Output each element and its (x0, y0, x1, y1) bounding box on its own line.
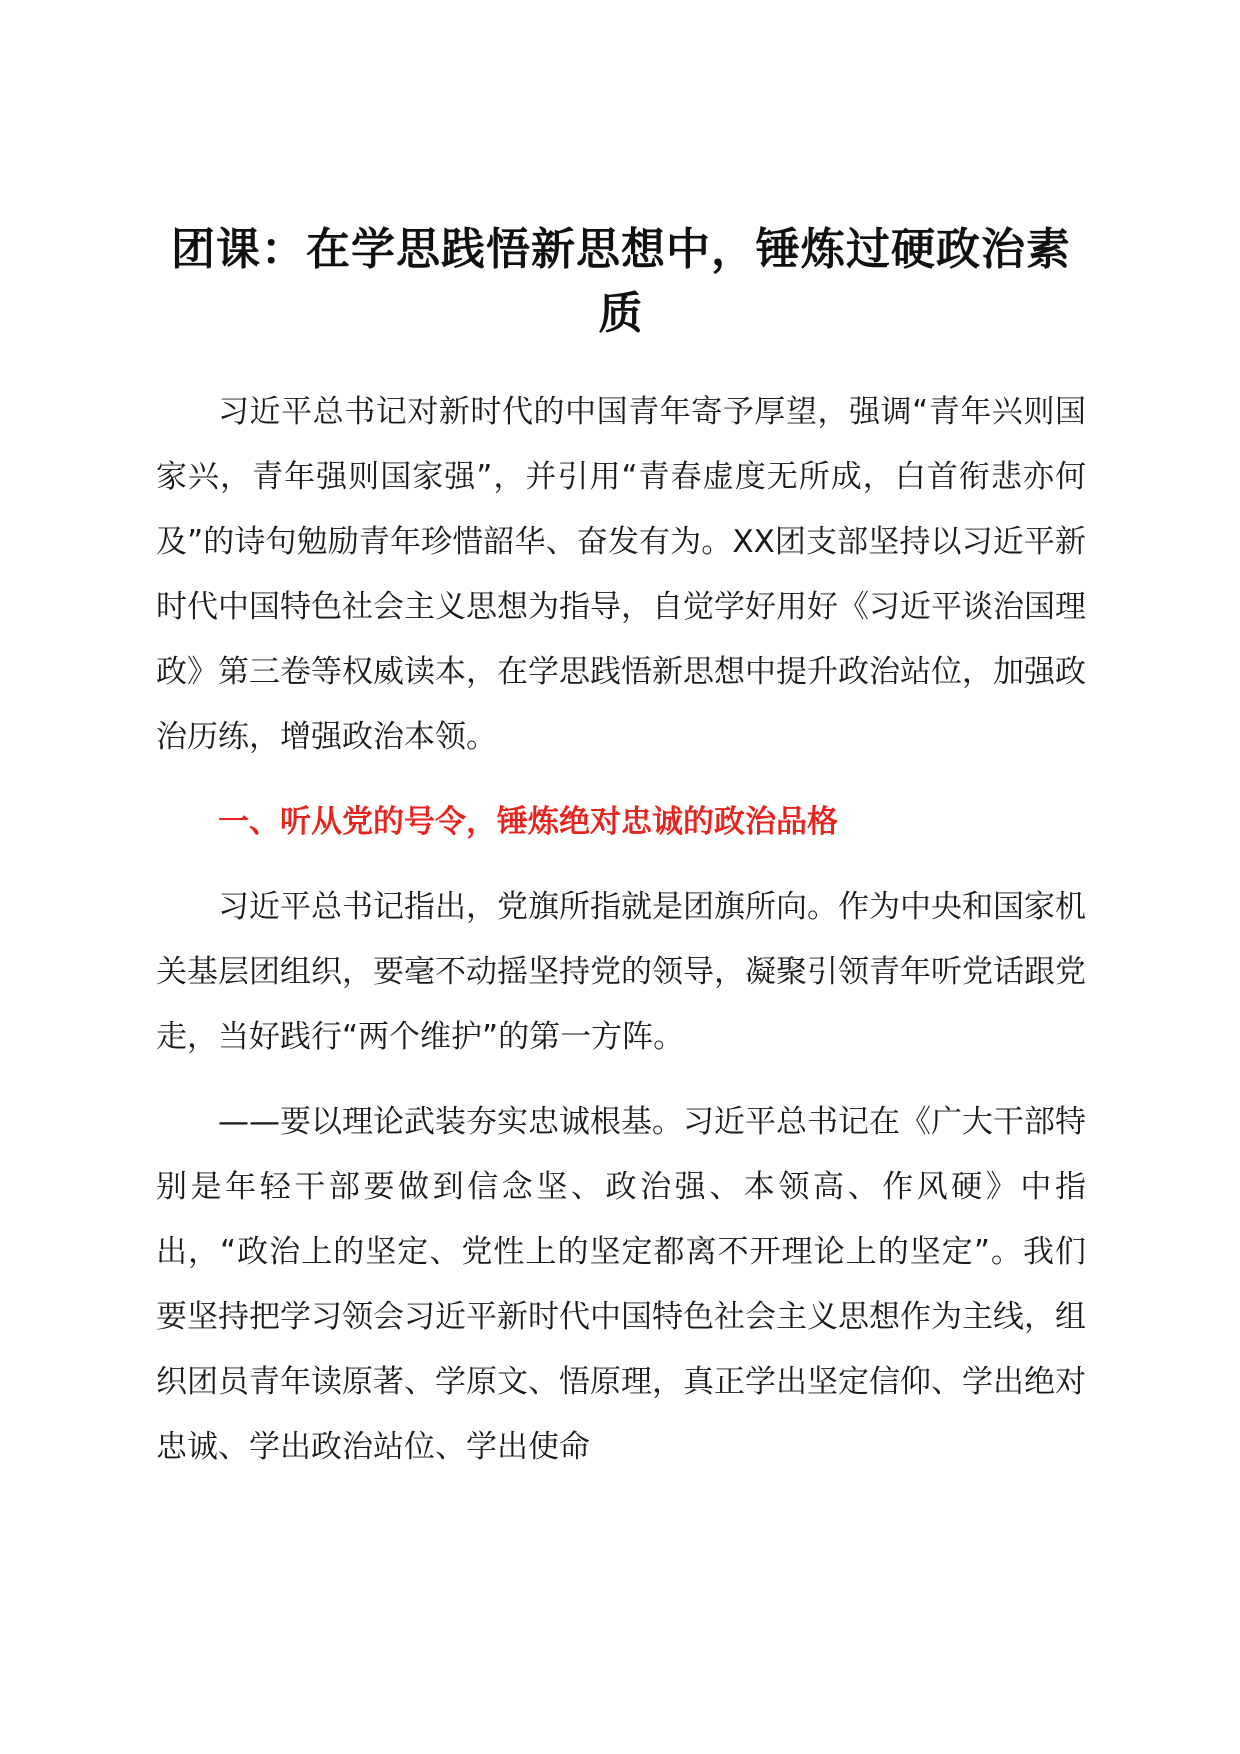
body-paragraph-2: 习近平总书记指出，党旗所指就是团旗所向。作为中央和国家机关基层团组织，要毫不动摇坚持党的领导，凝聚引领青年听党话跟党走，当好践行“两个维护”的第一方阵。 (156, 889, 1086, 1055)
document-title: 团课：在学思践悟新思想中，锤炼过硬政治素质 (171, 224, 1071, 339)
section-heading-1: 一、听从党的号令，锤炼绝对忠诚的政治品格 (218, 804, 838, 840)
intro-paragraph: 习近平总书记对新时代的中国青年寄予厚望，强调“青年兴则国家兴，青年强则国家强”，并引用“青春虚度无所成，白首衔悲亦何及”的诗句勉励青年珍惜韶华、奋发有为。XX团支部坚持以习近平新时代中国特色社会主义思想为指导，自觉学好用好《习近平谈治国理政》第三卷等权威读本，在学思践悟新思想中提升政治站位，加强政治历练，增强政治本领。 (156, 394, 1086, 755)
document-content (156, 218, 1086, 1480)
body-paragraph-3: ——要以理论武装夯实忠诚根基。习近平总书记在《广大干部特别是年轻干部要做到信念坚、政治强、本领高、作风硬》中指出，“政治上的坚定、党性上的坚定都离不开理论上的坚定”。我们要坚持把学习领会习近平新时代中国特色社会主义思想作为主线，组织团员青年读原著、学原文、悟原理，真正学出坚定信仰、学出绝对忠诚、学出政治站位、学出使命 (156, 1104, 1086, 1465)
